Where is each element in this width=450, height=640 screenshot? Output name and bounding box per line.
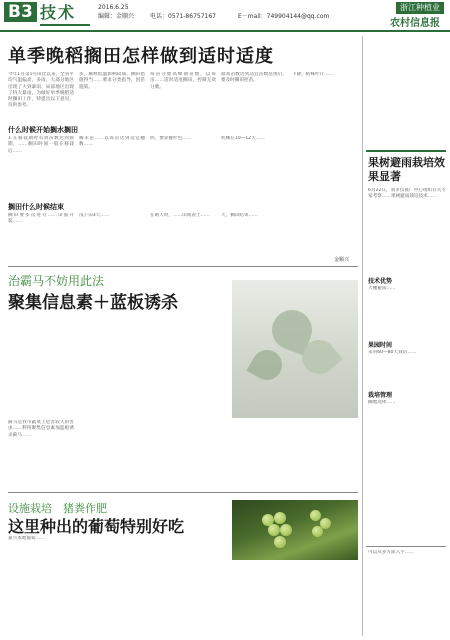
article1-intro-col2: 多，稀释低温影响较弱，搁田措施得当……要求分类指导，因苗施策。 bbox=[79, 72, 145, 90]
article2-body-col1: 蓟马是我市蔬菜上危害较大的害虫……利用聚集信息素加蓝板诱杀蓟马…… bbox=[8, 420, 74, 438]
sidebar-top-rule bbox=[366, 150, 446, 152]
article3-title: 这里种出的葡萄特别好吃 bbox=[8, 517, 185, 536]
article1-sub1-col2: 稀禾苗……以每亩达到适宜穗数…… bbox=[79, 136, 145, 148]
article1-subhead-1: 什么时候开始搁水搁田 bbox=[8, 126, 78, 134]
header-rule bbox=[0, 30, 450, 32]
article2-body-col3 bbox=[150, 420, 216, 484]
section-underline bbox=[40, 24, 90, 26]
grape-berry bbox=[274, 536, 286, 548]
paper-name: 浙江种植业 bbox=[396, 2, 444, 14]
article1-sub1-col4: 机械在10—12天…… bbox=[221, 136, 265, 141]
grape-berry bbox=[312, 526, 323, 537]
grape-berry bbox=[310, 510, 321, 521]
section-code: B3 bbox=[4, 2, 37, 22]
article1-sub1-col3: 明，要掌握叶色…… bbox=[150, 136, 192, 141]
article1-intro-col5: 下降，稻株叶片…… bbox=[292, 72, 334, 77]
phone: 电话：0571-86757167 bbox=[150, 13, 216, 20]
article3-body-col1: 嘉兴本地葡萄…… bbox=[8, 536, 45, 541]
sidebar-divider-2 bbox=[366, 546, 446, 547]
article1-intro-col1: 今年1月第1号田比以来，全省平均气温偏高，多雨，大部分地区出现了大到暴雨、局部地区出现了特大暴雨，为做好单季晚稻适时搁田工作，特提出以下意见，仅供参考。 bbox=[8, 72, 74, 109]
article1-sub2-col2: 浅干田3天…… bbox=[79, 213, 110, 218]
sidebar-sub1-body: 大棚避雨…… bbox=[368, 286, 396, 291]
grape-berry bbox=[280, 524, 292, 536]
article3-body-col5 bbox=[292, 564, 358, 636]
sidebar-subhead-3: 栽培管理 bbox=[368, 392, 393, 399]
article1-intro-col3: 每亩分蘖高峰期苗数，以每亩……适时适度搁田，控制无效分蘖。 bbox=[150, 72, 216, 90]
article2-title: 聚集信息素＋蓝板诱杀 bbox=[8, 293, 178, 313]
article1-title: 单季晚稻搁田怎样做到适时适度 bbox=[8, 46, 274, 67]
article1-author: 金顺兴 bbox=[334, 257, 350, 263]
article1-sub2-col1: 搁田要多次进行……田面开裂…… bbox=[8, 213, 74, 225]
article1-subhead-2: 搁田什么时候结束 bbox=[8, 203, 64, 211]
article1-sub2-col3: 在晴天时，……田间表土…… bbox=[150, 213, 210, 218]
divider-1 bbox=[8, 266, 358, 267]
article2-body-col5 bbox=[292, 420, 358, 484]
article2-body-col2 bbox=[79, 420, 145, 484]
grape-photo bbox=[232, 500, 358, 560]
grape-berry bbox=[274, 512, 286, 524]
sidebar-sub2-body: 采用60—80天栽培…… bbox=[368, 350, 417, 355]
article3-kicker: 设施栽培 猪粪作肥 bbox=[8, 502, 107, 515]
article1-sub1-col1: 1.在移栽期时有效苗数达到预期，……搁田时间一般在移栽后…… bbox=[8, 136, 74, 154]
flower-petal bbox=[247, 345, 288, 386]
sidebar-body: 6月22日，我市技推广中心组织有关专家考察……果树避雨栽培技术…… bbox=[368, 188, 446, 200]
divider-2 bbox=[8, 492, 358, 493]
page-header bbox=[0, 0, 450, 29]
article2-kicker: 治霸马不妨用此法 bbox=[8, 274, 105, 288]
sidebar-divider bbox=[362, 36, 363, 636]
sidebar-title: 果树避雨栽培效果显著 bbox=[368, 156, 445, 183]
sidebar-sub3-body: 搁地选择…… bbox=[368, 400, 396, 405]
sidebar-subhead-2: 果园时间 bbox=[368, 342, 393, 349]
section-name: 技术 bbox=[40, 3, 77, 22]
email: E－mail：749904144@qq.com bbox=[238, 13, 330, 20]
thrips-photo bbox=[232, 280, 358, 418]
grape-berry bbox=[268, 524, 280, 536]
article1-intro-col4: 最高苗数达到适宜苗数范围后，要及时搁田控苗。 bbox=[221, 72, 287, 84]
issue-date: 2016.6.25 bbox=[98, 4, 129, 11]
article2-body-col4 bbox=[221, 420, 287, 484]
article3-body-col3 bbox=[150, 536, 216, 636]
sidebar-subhead-1: 技术优势 bbox=[368, 278, 393, 285]
article3-body-col2 bbox=[79, 536, 145, 636]
editor: 编辑：金顺兴 bbox=[98, 13, 135, 20]
sidebar-bottom-text: 可以从多方面入手…… bbox=[368, 550, 414, 555]
article1-sub2-col4: 天，搁田结束…… bbox=[221, 213, 258, 218]
paper-logo: 农村信息报 bbox=[390, 18, 440, 29]
